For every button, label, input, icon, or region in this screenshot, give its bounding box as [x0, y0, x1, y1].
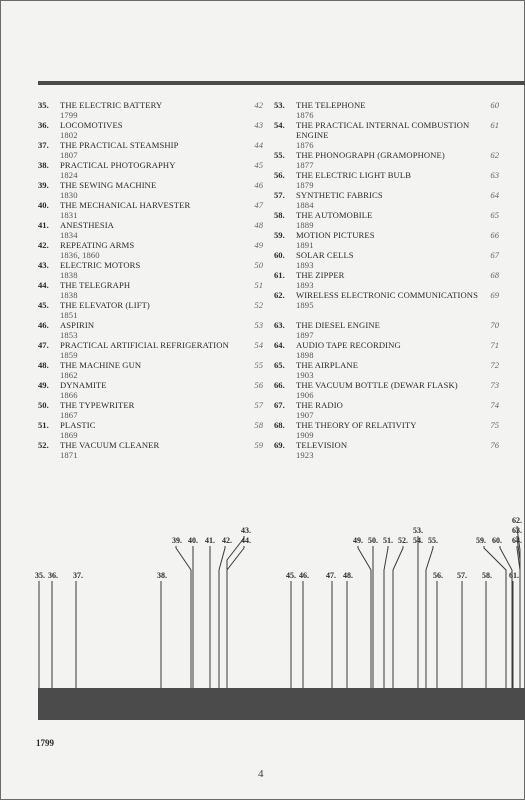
- toc-entry-title-text: THE SEWING MACHINE: [60, 180, 157, 190]
- toc-entry: [38, 400, 263, 420]
- toc-entry-title-text: MOTION PICTURES: [296, 230, 375, 240]
- toc-entry-title: [60, 220, 245, 240]
- timeline-marker-label: 42.: [222, 536, 232, 545]
- toc-entry-title: [296, 270, 481, 290]
- timeline-marker-line: [219, 546, 225, 688]
- toc-entry-title: [60, 100, 245, 120]
- toc-entry-title: [60, 360, 245, 380]
- timeline-marker-line: [484, 546, 506, 688]
- toc-entry-number: 51.: [38, 420, 49, 430]
- toc-entry-title-text: PRACTICAL ARTIFICIAL REFRIGERATION: [60, 340, 229, 350]
- toc-entry-year: 1876: [296, 110, 314, 120]
- toc-entry-number: 69.: [274, 440, 285, 450]
- toc-entry: [274, 150, 499, 170]
- toc-entry: [274, 340, 499, 360]
- timeline-marker-label: 38.: [157, 571, 167, 580]
- toc-entry-number: 42.: [38, 240, 49, 250]
- toc-entry-number: 52.: [38, 440, 49, 450]
- toc-entry-year: 1867: [60, 410, 78, 420]
- toc-entry-year: 1871: [60, 450, 78, 460]
- toc-entry: [274, 190, 499, 210]
- toc-entry-title: [296, 320, 481, 340]
- timeline-marker-line: [517, 546, 520, 688]
- toc-entry-title: [60, 340, 245, 360]
- toc-entry-year: 1907: [296, 410, 314, 420]
- toc-entry-number: 37.: [38, 140, 49, 150]
- toc-entry-year: 1893: [296, 280, 314, 290]
- timeline-marker-label: 52.: [398, 536, 408, 545]
- timeline-marker-label: 56.: [433, 571, 443, 580]
- toc-entry: [274, 100, 499, 120]
- timeline-marker-label: 45.: [286, 571, 296, 580]
- toc-entry-year: 1853: [60, 330, 78, 340]
- toc-entry-page: 60: [490, 100, 499, 110]
- toc-entry-year: 1898: [296, 350, 314, 360]
- toc-entry-title: [60, 380, 245, 400]
- toc-entry-title-text: ANESTHESIA: [60, 220, 114, 230]
- timeline-marker-label: 63.: [512, 526, 522, 535]
- timeline-start-year: 1799: [36, 738, 54, 748]
- toc-entry-title-text: PLASTIC: [60, 420, 96, 430]
- toc-entry-title: [60, 200, 245, 220]
- toc-entry: [274, 230, 499, 250]
- timeline-marker-label: 64.: [512, 536, 522, 545]
- timeline-marker-label: 55.: [428, 536, 438, 545]
- timeline-marker-label: 41.: [205, 536, 215, 545]
- toc-entry: [38, 140, 263, 160]
- toc-entry-page: 63: [490, 170, 499, 180]
- toc-entry-title-text: THE ELEVATOR (LIFT): [60, 300, 150, 310]
- toc-entry-number: 43.: [38, 260, 49, 270]
- toc-entry-number: 36.: [38, 120, 49, 130]
- timeline-marker-label: 49.: [353, 536, 363, 545]
- toc-entry-title-text: PRACTICAL PHOTOGRAPHY: [60, 160, 176, 170]
- toc-entry-title: [296, 400, 481, 420]
- toc-entry-title: [296, 340, 481, 360]
- toc-entry: [38, 160, 263, 180]
- toc-entry-page: 70: [490, 320, 499, 330]
- toc-entry-year: 1866: [60, 390, 78, 400]
- toc-entry-year: 1824: [60, 170, 78, 180]
- toc-entry-title: [60, 320, 245, 340]
- toc-entry-title-text: TELEVISION: [296, 440, 348, 450]
- toc-entry-page: 65: [490, 210, 499, 220]
- toc-entry-title-text: THE VACUUM BOTTLE (DEWAR FLASK): [296, 380, 458, 390]
- toc-entry-title-text: THE AIRPLANE: [296, 360, 359, 370]
- toc-entry-number: 61.: [274, 270, 285, 280]
- toc-entry-title: [60, 140, 245, 160]
- toc-entry-title-text: THE PHONOGRAPH (GRAMOPHONE): [296, 150, 445, 160]
- toc-entry-page: 67: [490, 250, 499, 260]
- toc-entry-year: 1923: [296, 450, 314, 460]
- timeline-marker-label: 60.: [492, 536, 502, 545]
- toc-entry-number: 54.: [274, 120, 285, 130]
- toc-left-column: [38, 100, 263, 460]
- toc-entry-title: [296, 230, 481, 250]
- toc-entry-title: [296, 190, 481, 210]
- toc-entry-title: [60, 280, 245, 300]
- toc-entry-page: 66: [490, 230, 499, 240]
- toc-entry-year: 1799: [60, 110, 78, 120]
- toc-entry-title-text: ELECTRIC MOTORS: [60, 260, 141, 270]
- timeline-marker-label: 48.: [343, 571, 353, 580]
- toc-entry-number: 53.: [274, 100, 285, 110]
- toc-entry-page: 69: [490, 290, 499, 300]
- toc-entry-year: 1834: [60, 230, 78, 240]
- toc-entry-title: [60, 240, 245, 260]
- toc-right-column: [274, 100, 499, 460]
- timeline-marker-label: 43.: [241, 526, 251, 535]
- toc-entry-title: [296, 380, 481, 400]
- toc-entry-year: 1802: [60, 130, 78, 140]
- toc-entry-year: 1879: [296, 180, 314, 190]
- toc-entry-title: [60, 420, 245, 440]
- toc-entry-page: 74: [490, 400, 499, 410]
- toc-entry-number: 57.: [274, 190, 285, 200]
- toc-entry-number: 45.: [38, 300, 49, 310]
- toc-entry-number: 41.: [38, 220, 49, 230]
- timeline-marker-label: 50.: [368, 536, 378, 545]
- timeline-marker-label: 58.: [482, 571, 492, 580]
- toc-entry-year: 1877: [296, 160, 314, 170]
- toc-entry-year: 1838: [60, 270, 78, 280]
- toc-entry-number: 55.: [274, 150, 285, 160]
- toc-entry-title-text: THE THEORY OF RELATIVITY: [296, 420, 417, 430]
- toc-entry: [38, 380, 263, 400]
- timeline-marker-line: [358, 546, 371, 688]
- toc-entry-number: 50.: [38, 400, 49, 410]
- toc-entry-page: 51: [254, 280, 263, 290]
- toc-entry: [274, 320, 499, 340]
- toc-entry-page: 56: [254, 380, 263, 390]
- timeline-marker-line: [227, 546, 244, 688]
- timeline-marker-label: 47.: [326, 571, 336, 580]
- timeline-marker-label: 40.: [188, 536, 198, 545]
- toc-entry-year: 1851: [60, 310, 78, 320]
- toc-entry: [38, 360, 263, 380]
- toc-entry-year: 1831: [60, 210, 78, 220]
- toc-entry-title-text: THE TELEPHONE: [296, 100, 366, 110]
- toc-entry-year: 1889: [296, 220, 314, 230]
- timeline-marker-label: 57.: [457, 571, 467, 580]
- toc-entry-number: 39.: [38, 180, 49, 190]
- toc-entry-year: 1862: [60, 370, 78, 380]
- toc-entry-number: 46.: [38, 320, 49, 330]
- toc-entry-page: 57: [254, 400, 263, 410]
- toc-entry-title-text: ASPIRIN: [60, 320, 95, 330]
- timeline-marker-label: 37.: [73, 571, 83, 580]
- toc-entry: [38, 180, 263, 200]
- toc-entry-year: 1838: [60, 290, 78, 300]
- toc-entry-number: 49.: [38, 380, 49, 390]
- toc-entry-page: 55: [254, 360, 263, 370]
- toc-entry-title-text: THE RADIO: [296, 400, 343, 410]
- toc-entry-title-text: SOLAR CELLS: [296, 250, 354, 260]
- toc-entry-number: 58.: [274, 210, 285, 220]
- timeline-marker-line: [176, 546, 191, 688]
- timeline-marker-label: 59.: [476, 536, 486, 545]
- toc-entry-title: [60, 260, 245, 280]
- toc-entry-title-text: THE ELECTRIC LIGHT BULB: [296, 170, 412, 180]
- toc-entry-page: 45: [254, 160, 263, 170]
- timeline-graphic: [0, 500, 525, 730]
- toc-entry: [38, 340, 263, 360]
- toc-entry-page: 47: [254, 200, 263, 210]
- toc-entry-year: 1830: [60, 190, 78, 200]
- toc-entry-title-text: THE MACHINE GUN: [60, 360, 142, 370]
- toc-entry-title: [60, 300, 245, 320]
- toc-entry-title: [60, 180, 245, 200]
- toc-entry-page: 75: [490, 420, 499, 430]
- timeline-marker-label: 44.: [241, 536, 251, 545]
- toc-entry-page: 72: [490, 360, 499, 370]
- toc-entry-number: 40.: [38, 200, 49, 210]
- toc-entry: [274, 210, 499, 230]
- toc-entry-page: 46: [254, 180, 263, 190]
- toc-entry-number: 44.: [38, 280, 49, 290]
- toc-entry-number: 56.: [274, 170, 285, 180]
- toc-entry: [274, 250, 499, 270]
- toc-entry-year: 1903: [296, 370, 314, 380]
- toc-entry: [38, 320, 263, 340]
- toc-entry-year: 1869: [60, 430, 78, 440]
- toc-entry-page: 59: [254, 440, 263, 450]
- toc-entry-title: [296, 170, 481, 190]
- toc-entry-number: 66.: [274, 380, 285, 390]
- toc-entry: [274, 380, 499, 400]
- toc-entry-year: 1807: [60, 150, 78, 160]
- toc-entry-number: 47.: [38, 340, 49, 350]
- toc-entry-title-text: THE TELEGRAPH: [60, 280, 131, 290]
- toc-entry: [274, 360, 499, 380]
- toc-entry-page: 49: [254, 240, 263, 250]
- toc-entry-year: 1859: [60, 350, 78, 360]
- timeline-marker-label: 39.: [172, 536, 182, 545]
- toc-entry: [274, 440, 499, 460]
- toc-entry-title: [296, 420, 481, 440]
- toc-entry: [38, 240, 263, 260]
- timeline-marker-line: [384, 546, 388, 688]
- toc-entry-page: 44: [254, 140, 263, 150]
- toc-entry-title-text: THE TYPEWRITER: [60, 400, 135, 410]
- toc-entry-page: 71: [490, 340, 499, 350]
- toc-entry: [38, 260, 263, 280]
- toc-entry-title-text: LOCOMOTIVES: [60, 120, 123, 130]
- toc-entry-page: 61: [490, 120, 499, 130]
- toc-entry-title-text: THE ZIPPER: [296, 270, 345, 280]
- toc-entry-title: [296, 210, 481, 230]
- timeline-marker-label: 53.: [413, 526, 423, 535]
- toc-entry-page: 54: [254, 340, 263, 350]
- toc-entry: [274, 290, 499, 320]
- toc-entry: [274, 400, 499, 420]
- timeline-marker-label: 36.: [48, 571, 58, 580]
- toc-entry-year: 1893: [296, 260, 314, 270]
- toc-entry-title: [296, 100, 481, 120]
- toc-entry-title-text: THE ELECTRIC BATTERY: [60, 100, 163, 110]
- toc-entry-title-text: SYNTHETIC FABRICS: [296, 190, 383, 200]
- toc-entry-page: 64: [490, 190, 499, 200]
- toc-entry-number: 64.: [274, 340, 285, 350]
- timeline-marker-label: 61.: [509, 571, 519, 580]
- toc-entry-page: 48: [254, 220, 263, 230]
- toc-entry-title-text: WIRELESS ELECTRONIC COMMUNICATIONS: [296, 290, 478, 300]
- toc-entry-page: 76: [490, 440, 499, 450]
- toc-entry-year: 1876: [296, 140, 314, 150]
- toc-entry-title: [296, 440, 481, 460]
- toc-entry-title: [60, 120, 245, 140]
- toc-entry-page: 42: [254, 100, 263, 110]
- toc-entry-number: 48.: [38, 360, 49, 370]
- toc-entry-number: 63.: [274, 320, 285, 330]
- toc-entry-year: 1897: [296, 330, 314, 340]
- toc-entry-title-text: AUDIO TAPE RECORDING: [296, 340, 401, 350]
- page-number: 4: [258, 768, 264, 780]
- toc-entry-number: 65.: [274, 360, 285, 370]
- toc-entry-title-text: THE VACUUM CLEANER: [60, 440, 160, 450]
- toc-entry-title-text: REPEATING ARMS: [60, 240, 135, 250]
- toc-entry: [38, 440, 263, 460]
- toc-entry-title-text: THE MECHANICAL HARVESTER: [60, 200, 191, 210]
- toc-entry-title: [296, 290, 481, 310]
- toc-entry-number: 38.: [38, 160, 49, 170]
- toc-entry-title: [296, 360, 481, 380]
- toc-entry: [38, 220, 263, 240]
- timeline-marker-line: [393, 546, 403, 688]
- timeline-marker-line: [426, 546, 433, 688]
- toc-entry-title-text: THE DIESEL ENGINE: [296, 320, 380, 330]
- toc-entry: [38, 200, 263, 220]
- toc-entry: [38, 100, 263, 120]
- toc-entry: [38, 300, 263, 320]
- toc-entry-page: 58: [254, 420, 263, 430]
- toc-entry: [274, 270, 499, 290]
- toc-entry-title-text: THE PRACTICAL INTERNAL COMBUSTION ENGINE: [296, 120, 470, 140]
- timeline-marker-label: 46.: [299, 571, 309, 580]
- toc-entry-page: 73: [490, 380, 499, 390]
- toc-entry: [38, 280, 263, 300]
- toc-entry-title: [296, 250, 481, 270]
- toc-entry-page: 52: [254, 300, 263, 310]
- toc-entry: [274, 420, 499, 440]
- toc-entry: [274, 170, 499, 190]
- toc-entry: [38, 120, 263, 140]
- toc-entry-number: 67.: [274, 400, 285, 410]
- toc-entry-title: [296, 120, 481, 150]
- toc-entry-page: 62: [490, 150, 499, 160]
- timeline-marker-label: 51.: [383, 536, 393, 545]
- timeline-marker-label: 54.: [413, 536, 423, 545]
- toc-entry-page: 68: [490, 270, 499, 280]
- toc-entry-title: [60, 160, 245, 180]
- toc-entry-year: 1895: [296, 300, 314, 310]
- toc-entry-number: 60.: [274, 250, 285, 260]
- toc-entry-title-text: DYNAMITE: [60, 380, 107, 390]
- toc-entry-title: [296, 150, 481, 170]
- toc-entry-year: 1906: [296, 390, 314, 400]
- toc-entry-year: 1836, 1860: [60, 250, 100, 260]
- toc-entry: [38, 420, 263, 440]
- toc-entry-title-text: THE AUTOMOBILE: [296, 210, 373, 220]
- toc-entry-page: 53: [254, 320, 263, 330]
- toc-entry-year: 1909: [296, 430, 314, 440]
- timeline-marker-label: 35.: [35, 571, 45, 580]
- toc-entry-number: 62.: [274, 290, 285, 300]
- toc-entry: [274, 120, 499, 150]
- timeline-bar: [38, 688, 525, 720]
- toc-entry-number: 68.: [274, 420, 285, 430]
- toc-entry-number: 35.: [38, 100, 49, 110]
- toc-entry-title-text: THE PRACTICAL STEAMSHIP: [60, 140, 179, 150]
- timeline-marker-label: 62.: [512, 516, 522, 525]
- toc-entry-page: 43: [254, 120, 263, 130]
- toc-entry-year: 1891: [296, 240, 314, 250]
- toc-entry-title: [60, 440, 245, 460]
- toc-entry-page: 50: [254, 260, 263, 270]
- toc-entry-title: [60, 400, 245, 420]
- toc-entry-year: 1884: [296, 200, 314, 210]
- toc-entry-number: 59.: [274, 230, 285, 240]
- header-rule: [38, 81, 525, 85]
